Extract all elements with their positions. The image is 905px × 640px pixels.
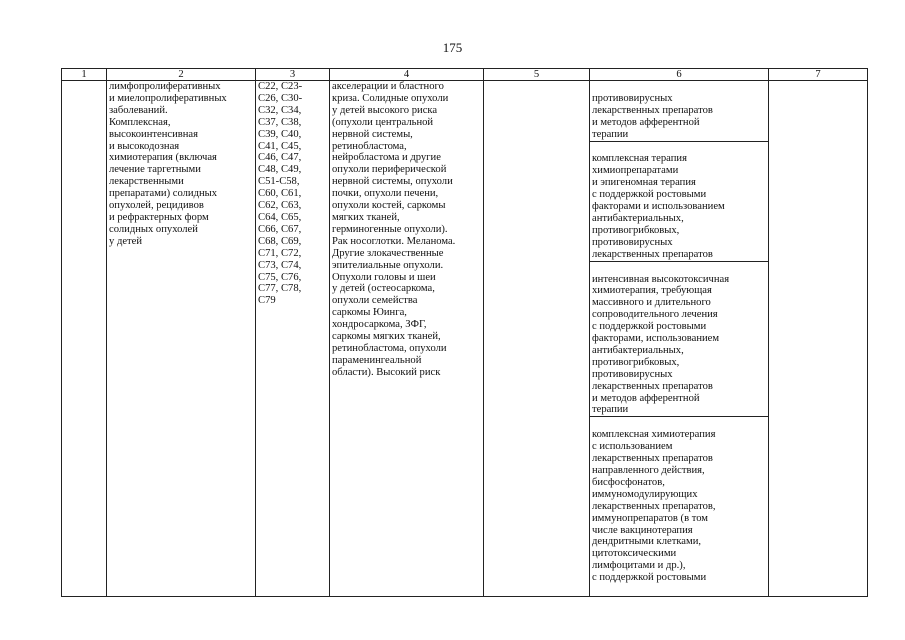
treatment-method-item: комплексная химиотерапия с использованием лекарственных препаратов направленного действия, бисфосфонатов, иммуномодулирующих лекарственных препаратов, иммунопрепаратов (в том числе вакцинотерапия дендритными клетками, цитотоксическими лимфоцитами и др.), с поддержкой ростовыми: [592, 429, 716, 584]
medical-services-table: [61, 68, 868, 597]
treatment-method-item: противовирусных лекарственных препаратов и методов афферентной терапии: [590, 93, 768, 142]
column-number: 2: [107, 69, 256, 81]
cell-column-7: [769, 81, 868, 597]
column-number: 6: [590, 69, 769, 81]
column-number: 3: [256, 69, 330, 81]
column-number-row: [62, 69, 868, 81]
cell-treatment-method: [590, 81, 769, 597]
treatment-method-item: комплексная терапия химиопрепаратами и эпигеномная терапия с поддержкой ростовыми факторами и использованием антибактериальных, противогрибковых, противовирусных лекарственных препаратов: [590, 153, 768, 261]
treatment-method-item: интенсивная высокотоксичная химиотерапия, требующая массивного и длительного сопроводительного лечения с поддержкой ростовыми факторами, использованием антибактериальных, противогрибковых, противовирусных лекарственных препаратов и методов афферентной терапии: [590, 274, 768, 418]
cell-treatment-type: лимфопролиферативных и миелопролиферативных заболеваний. Комплексная, высокоинтенсивная и высокодозная химиотерапия (включая лечение таргетными лекарственными препаратами) солидных опухолей, рецидивов и рефрактерных форм солидных опухолей у детей: [107, 81, 256, 597]
table-row: [62, 81, 868, 597]
column-number: 7: [769, 69, 868, 81]
cell-number: [62, 81, 107, 597]
cell-icd-codes: C22, C23- C26, C30- C32, C34, C37, C38, C39, C40, C41, C45, C46, C47, C48, C49, C51-C58, C60, C61, C62, C63, C64, C65, C66, C67, C68, C69, C71, C72, C73, C74, C75, C76, C77, C78, C79: [256, 81, 330, 597]
cell-column-5: [484, 81, 590, 597]
cell-model-patient: акселерации и бластного криза. Солидные опухоли у детей высокого риска (опухоли центральной нервной системы, ретинобластома, нейробластома и другие опухоли периферической нервной системы, опухоли почки, опухоли печени, опухоли костей, саркомы мягких тканей, герминогенные опухоли). Рак носоглотки. Меланома. Другие злокачественные эпителиальные опухоли. Опухоли головы и шеи у детей (остеосаркома, опухоли семейства саркомы Юинга, хондросаркома, ЗФГ, саркомы мягких тканей, ретинобластома, опухоли параменингеальной области). Высокий риск: [330, 81, 484, 597]
column-number: 5: [484, 69, 590, 81]
column-number: 1: [62, 69, 107, 81]
column-number: 4: [330, 69, 484, 81]
page-number: 175: [442, 40, 463, 55]
